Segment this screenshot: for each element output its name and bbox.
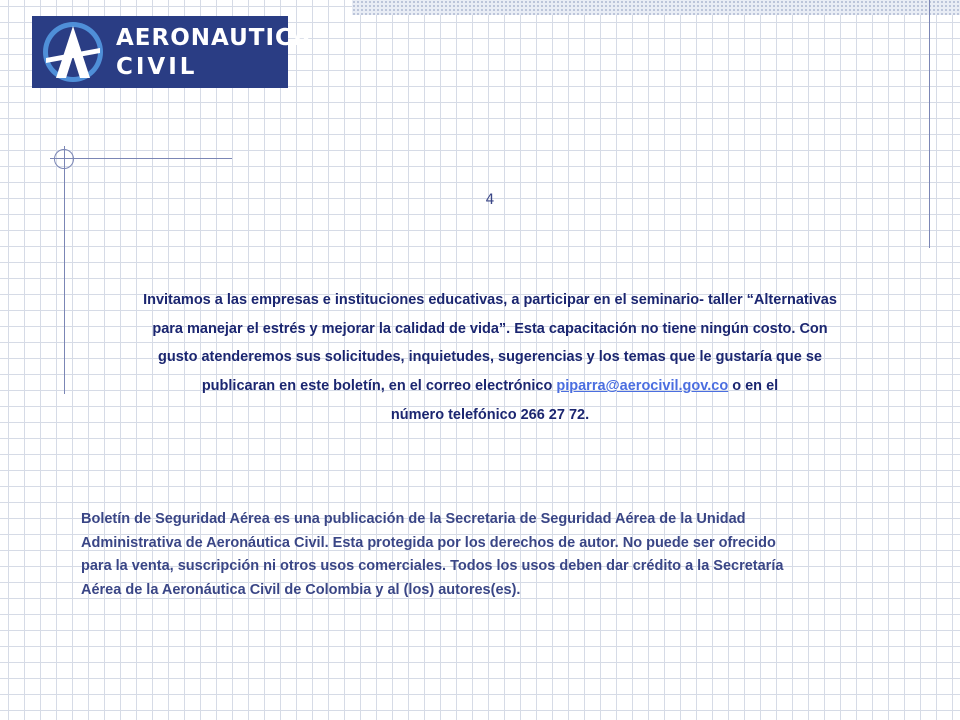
header-dotted-strip — [352, 0, 960, 15]
invitation-line-4-prefix: publicaran en este boletín, en el correo electrónico — [201, 378, 557, 395]
logo-text-civil: CIVIL — [116, 54, 198, 80]
invitation-line-1: Invitamos a las empresas e instituciones educativas, a participar en el seminario- taller “Alternativas — [143, 292, 837, 308]
disclaimer-line-1: Boletín de Seguridad Aérea es una publicación de la Secretaria de Seguridad Aérea de la Unidad — [81, 511, 746, 527]
invitation-paragraph — [80, 286, 900, 430]
disclaimer-line-4: Aérea de la Aeronáutica Civil de Colombia y al (los) autores(es). — [81, 581, 521, 598]
invitation-line-4 — [80, 372, 900, 401]
left-horizontal-rule — [50, 158, 232, 159]
invitation-line-3: gusto atenderemos sus solicitudes, inquietudes, sugerencias y los temas que le gustaría que se — [158, 349, 822, 366]
invitation-line-4-suffix: o en el — [728, 378, 779, 395]
logo-a-mark-icon — [38, 20, 108, 84]
left-vertical-rule — [64, 146, 65, 394]
logo-text-aeronautica: AERONAUTICA — [116, 25, 312, 51]
crosshair-circle-decoration — [54, 149, 74, 169]
right-vertical-rule — [929, 0, 930, 248]
disclaimer-line-2: Administrativa de Aeronáutica Civil. Esta protegida por los derechos de autor. No puede ser ofrecido — [81, 534, 776, 551]
disclaimer-line-3: para la venta, suscripción ni otros usos comerciales. Todos los usos deben dar crédito a la Secretaría — [81, 558, 784, 574]
invitation-line-2: para manejar el estrés y mejorar la calidad de vida”. Esta capacitación no tiene ningún costo. Con — [152, 320, 828, 337]
page-number: 4 — [485, 192, 495, 208]
copyright-disclaimer — [81, 508, 901, 602]
invitation-line-5: número telefónico 266 27 72. — [390, 406, 590, 423]
aeronautica-civil-logo — [32, 16, 312, 88]
email-link[interactable]: piparra@aerocivil.gov.co — [556, 378, 729, 395]
